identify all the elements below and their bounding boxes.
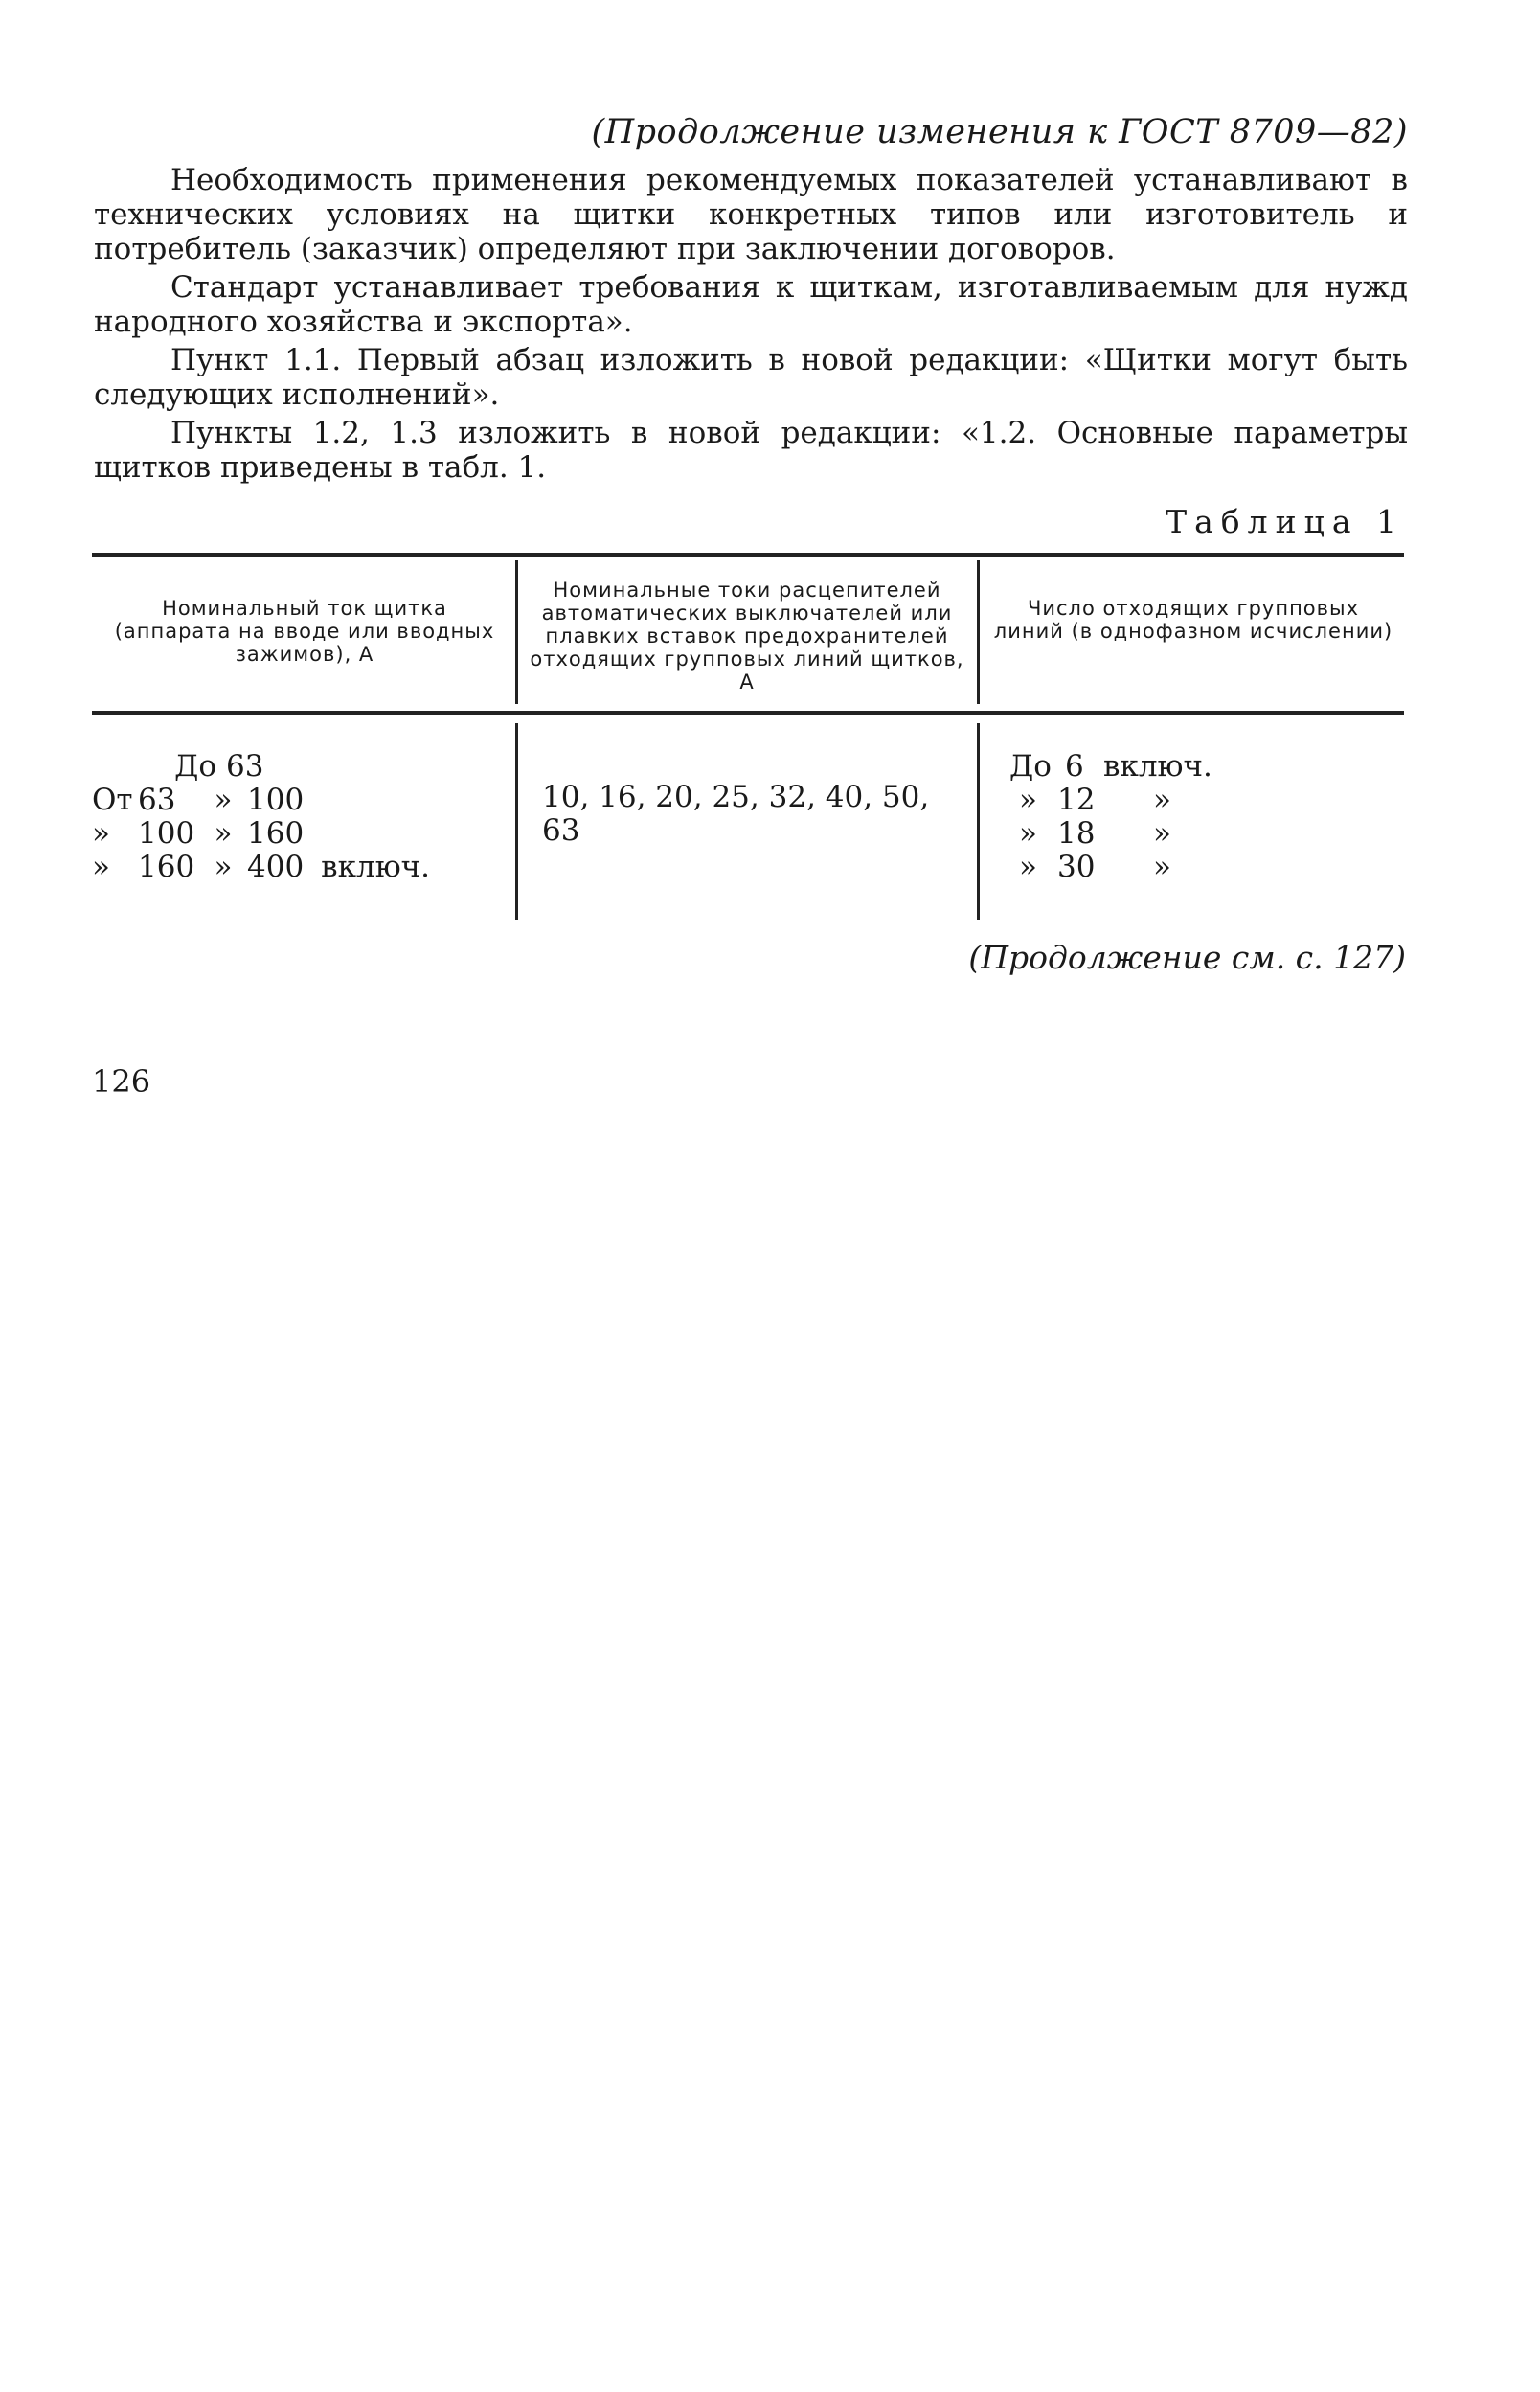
table-column-breaker-currents: 10, 16, 20, 25, 32, 40, 50, 63 <box>542 780 930 848</box>
table-cell: 63 <box>138 783 176 817</box>
table-cell: » <box>214 850 233 884</box>
table-column-line-count <box>1009 750 1393 884</box>
paragraph: Необходимость применения рекомендуемых показателей устанавливают в технических условиях на щитки конкретных типов или изготовитель и потребитель (заказчик) определяют при заключении договоров. <box>94 163 1408 266</box>
table-row <box>92 784 504 817</box>
paragraph: Стандарт устанавливает требования к щиткам, изготавливаемым для нужд народного хозяйства и экспорта». <box>94 270 1408 339</box>
table-cell: До <box>1009 749 1052 784</box>
table-cell: 100 <box>138 816 195 851</box>
table-cell: До <box>174 749 216 784</box>
table-cell: » <box>1019 850 1037 884</box>
table-cell: 30 <box>1057 850 1096 884</box>
table-header-line-count: Число отходящих групповых линий (в однофазном исчислении) <box>993 597 1393 643</box>
body-text <box>94 163 1408 489</box>
table-row <box>92 750 504 784</box>
table-cell: 160 <box>138 850 195 884</box>
table-cell <box>92 750 138 784</box>
table-cell: 400 <box>247 850 305 884</box>
table-cell: » <box>1153 783 1171 817</box>
table-cell: 63 <box>226 749 264 784</box>
header-divider <box>977 560 980 704</box>
table-row <box>1009 851 1393 884</box>
header-continuation: (Продолжение изменения к ГОСТ 8709—82) <box>591 113 1408 151</box>
page-number: 126 <box>92 1063 151 1100</box>
table-cell: 6 <box>1065 749 1084 784</box>
table-row <box>1009 784 1393 817</box>
body-divider <box>977 723 980 920</box>
table-row <box>92 851 504 884</box>
table-header-breaker-currents: Номинальные токи расцепителей автоматических выключателей или плавких вставок предохранителей отходящих групповых линий щитков, А <box>530 579 964 694</box>
table-cell: » <box>1019 783 1037 817</box>
paragraph: Пункты 1.2, 1.3 изложить в новой редакции: «1.2. Основные параметры щитков приведены в табл. 1. <box>94 416 1408 485</box>
table-column-rated-current <box>92 750 504 884</box>
header-divider <box>515 560 518 704</box>
table-cell: От <box>92 783 133 817</box>
table-header-rule <box>92 711 1404 715</box>
table-cell: включ. <box>321 850 431 884</box>
table-top-rule <box>92 553 1404 557</box>
table-header-rated-current: Номинальный ток щитка (аппарата на вводе или вводных зажимов), А <box>114 597 495 666</box>
table-cell: » <box>214 783 233 817</box>
table-cell: 12 <box>1057 783 1096 817</box>
body-divider <box>515 723 518 920</box>
table-cell: » <box>92 850 110 884</box>
table-row <box>1009 750 1393 784</box>
table-title: Таблица 1 <box>1166 503 1404 540</box>
table-row <box>92 817 504 851</box>
table-cell: 100 <box>247 783 305 817</box>
paragraph: Пункт 1.1. Первый абзац изложить в новой редакции: «Щитки могут быть следующих исполнений». <box>94 343 1408 412</box>
table-cell: 18 <box>1057 816 1096 851</box>
table-cell: » <box>92 816 110 851</box>
footer-continuation: (Продолжение см. с. 127) <box>968 939 1406 976</box>
table-cell: » <box>1153 850 1171 884</box>
table-cell: » <box>1153 816 1171 851</box>
table-row <box>1009 817 1393 851</box>
table-cell: » <box>214 816 233 851</box>
table-cell: » <box>1019 816 1037 851</box>
table-cell: включ. <box>1103 749 1212 784</box>
table-cell: 160 <box>247 816 305 851</box>
